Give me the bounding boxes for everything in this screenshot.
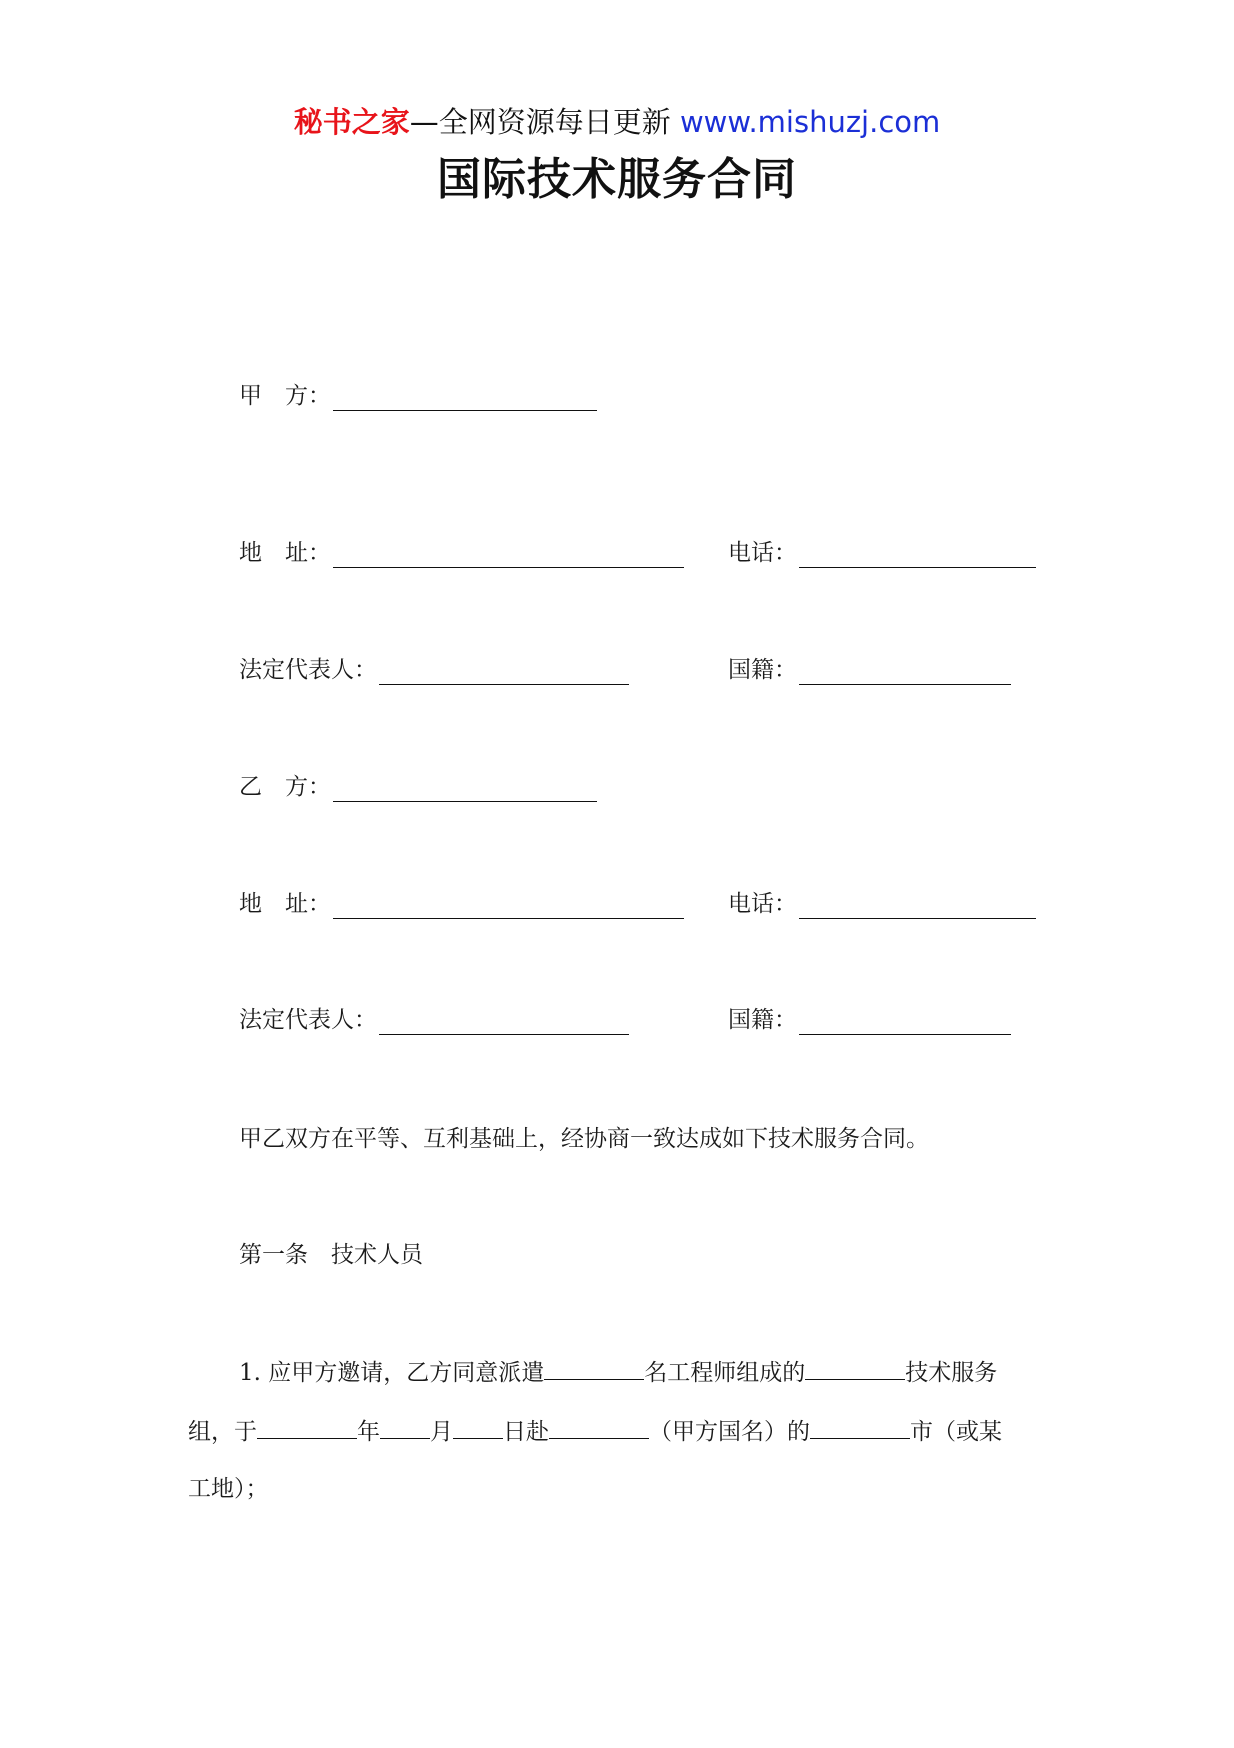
clause-text: 月 [430, 1419, 453, 1445]
clause-text: 名工程师组成的 [644, 1360, 806, 1386]
party-b-phone-blank[interactable] [799, 894, 1036, 919]
party-b-nationality-blank[interactable] [799, 1010, 1011, 1035]
clause-text: 市（或某 [910, 1419, 1002, 1445]
month-blank[interactable] [380, 1416, 430, 1439]
party-a-name-label: 甲 方： [239, 383, 331, 409]
city-blank[interactable] [810, 1416, 910, 1439]
party-b-nationality-label: 国籍： [728, 1007, 797, 1033]
party-a-nationality-field [728, 655, 1011, 685]
party-b-address-label: 地 址： [239, 891, 331, 917]
party-a-rep-label: 法定代表人： [239, 657, 377, 683]
intro-paragraph: 甲乙双方在平等、互利基础上，经协商一致达成如下技术服务合同。 [239, 1126, 929, 1152]
site-slogan: —全网资源每日更新 [409, 105, 671, 139]
site-header [0, 102, 1234, 142]
party-a-address-field [239, 538, 684, 568]
year-blank[interactable] [257, 1416, 357, 1439]
clause-text: 日赴 [503, 1419, 549, 1445]
article-1-heading: 第一条 技术人员 [239, 1242, 423, 1268]
party-b-name-blank[interactable] [333, 777, 597, 802]
clause-text: （甲方国名）的 [649, 1419, 810, 1445]
party-b-name-field [239, 772, 597, 802]
clause-text: 工地）； [188, 1476, 269, 1502]
site-url-link[interactable]: www.mishuzj.com [679, 105, 941, 139]
party-a-nationality-blank[interactable] [799, 660, 1011, 685]
site-brand: 秘书之家 [293, 105, 410, 139]
party-b-nationality-field [728, 1005, 1011, 1035]
party-a-address-blank[interactable] [333, 543, 684, 568]
clause-text: 年 [357, 1419, 380, 1445]
party-b-phone-field [728, 889, 1036, 919]
party-a-phone-field [728, 538, 1036, 568]
clause-text: 技术服务 [905, 1360, 998, 1386]
party-a-address-label: 地 址： [239, 540, 331, 566]
party-a-rep-field [239, 655, 629, 685]
party-b-phone-label: 电话： [728, 891, 797, 917]
clause-text: 组，于 [188, 1419, 257, 1445]
country-blank[interactable] [549, 1416, 649, 1439]
party-b-name-label: 乙 方： [239, 774, 331, 800]
party-a-name-blank[interactable] [333, 386, 597, 411]
party-a-nationality-label: 国籍： [728, 657, 797, 683]
party-a-phone-label: 电话： [728, 540, 797, 566]
article-1-clause-1-line-1 [239, 1357, 997, 1388]
party-a-name-field [239, 381, 597, 411]
document-title: 国际技术服务合同 [437, 154, 797, 205]
party-b-rep-label: 法定代表人： [239, 1007, 377, 1033]
party-b-rep-field [239, 1005, 629, 1035]
day-blank[interactable] [453, 1416, 503, 1439]
engineer-count-blank[interactable] [544, 1357, 644, 1380]
clause-text: 1. 应甲方邀请，乙方同意派遣 [239, 1360, 545, 1386]
article-1-clause-1-line-3 [188, 1474, 269, 1504]
party-b-rep-blank[interactable] [379, 1010, 629, 1035]
party-b-address-blank[interactable] [333, 894, 684, 919]
party-a-rep-blank[interactable] [379, 660, 629, 685]
team-type-blank[interactable] [805, 1357, 905, 1380]
party-b-address-field [239, 889, 684, 919]
article-1-clause-1-line-2 [188, 1416, 1002, 1447]
party-a-phone-blank[interactable] [799, 543, 1036, 568]
